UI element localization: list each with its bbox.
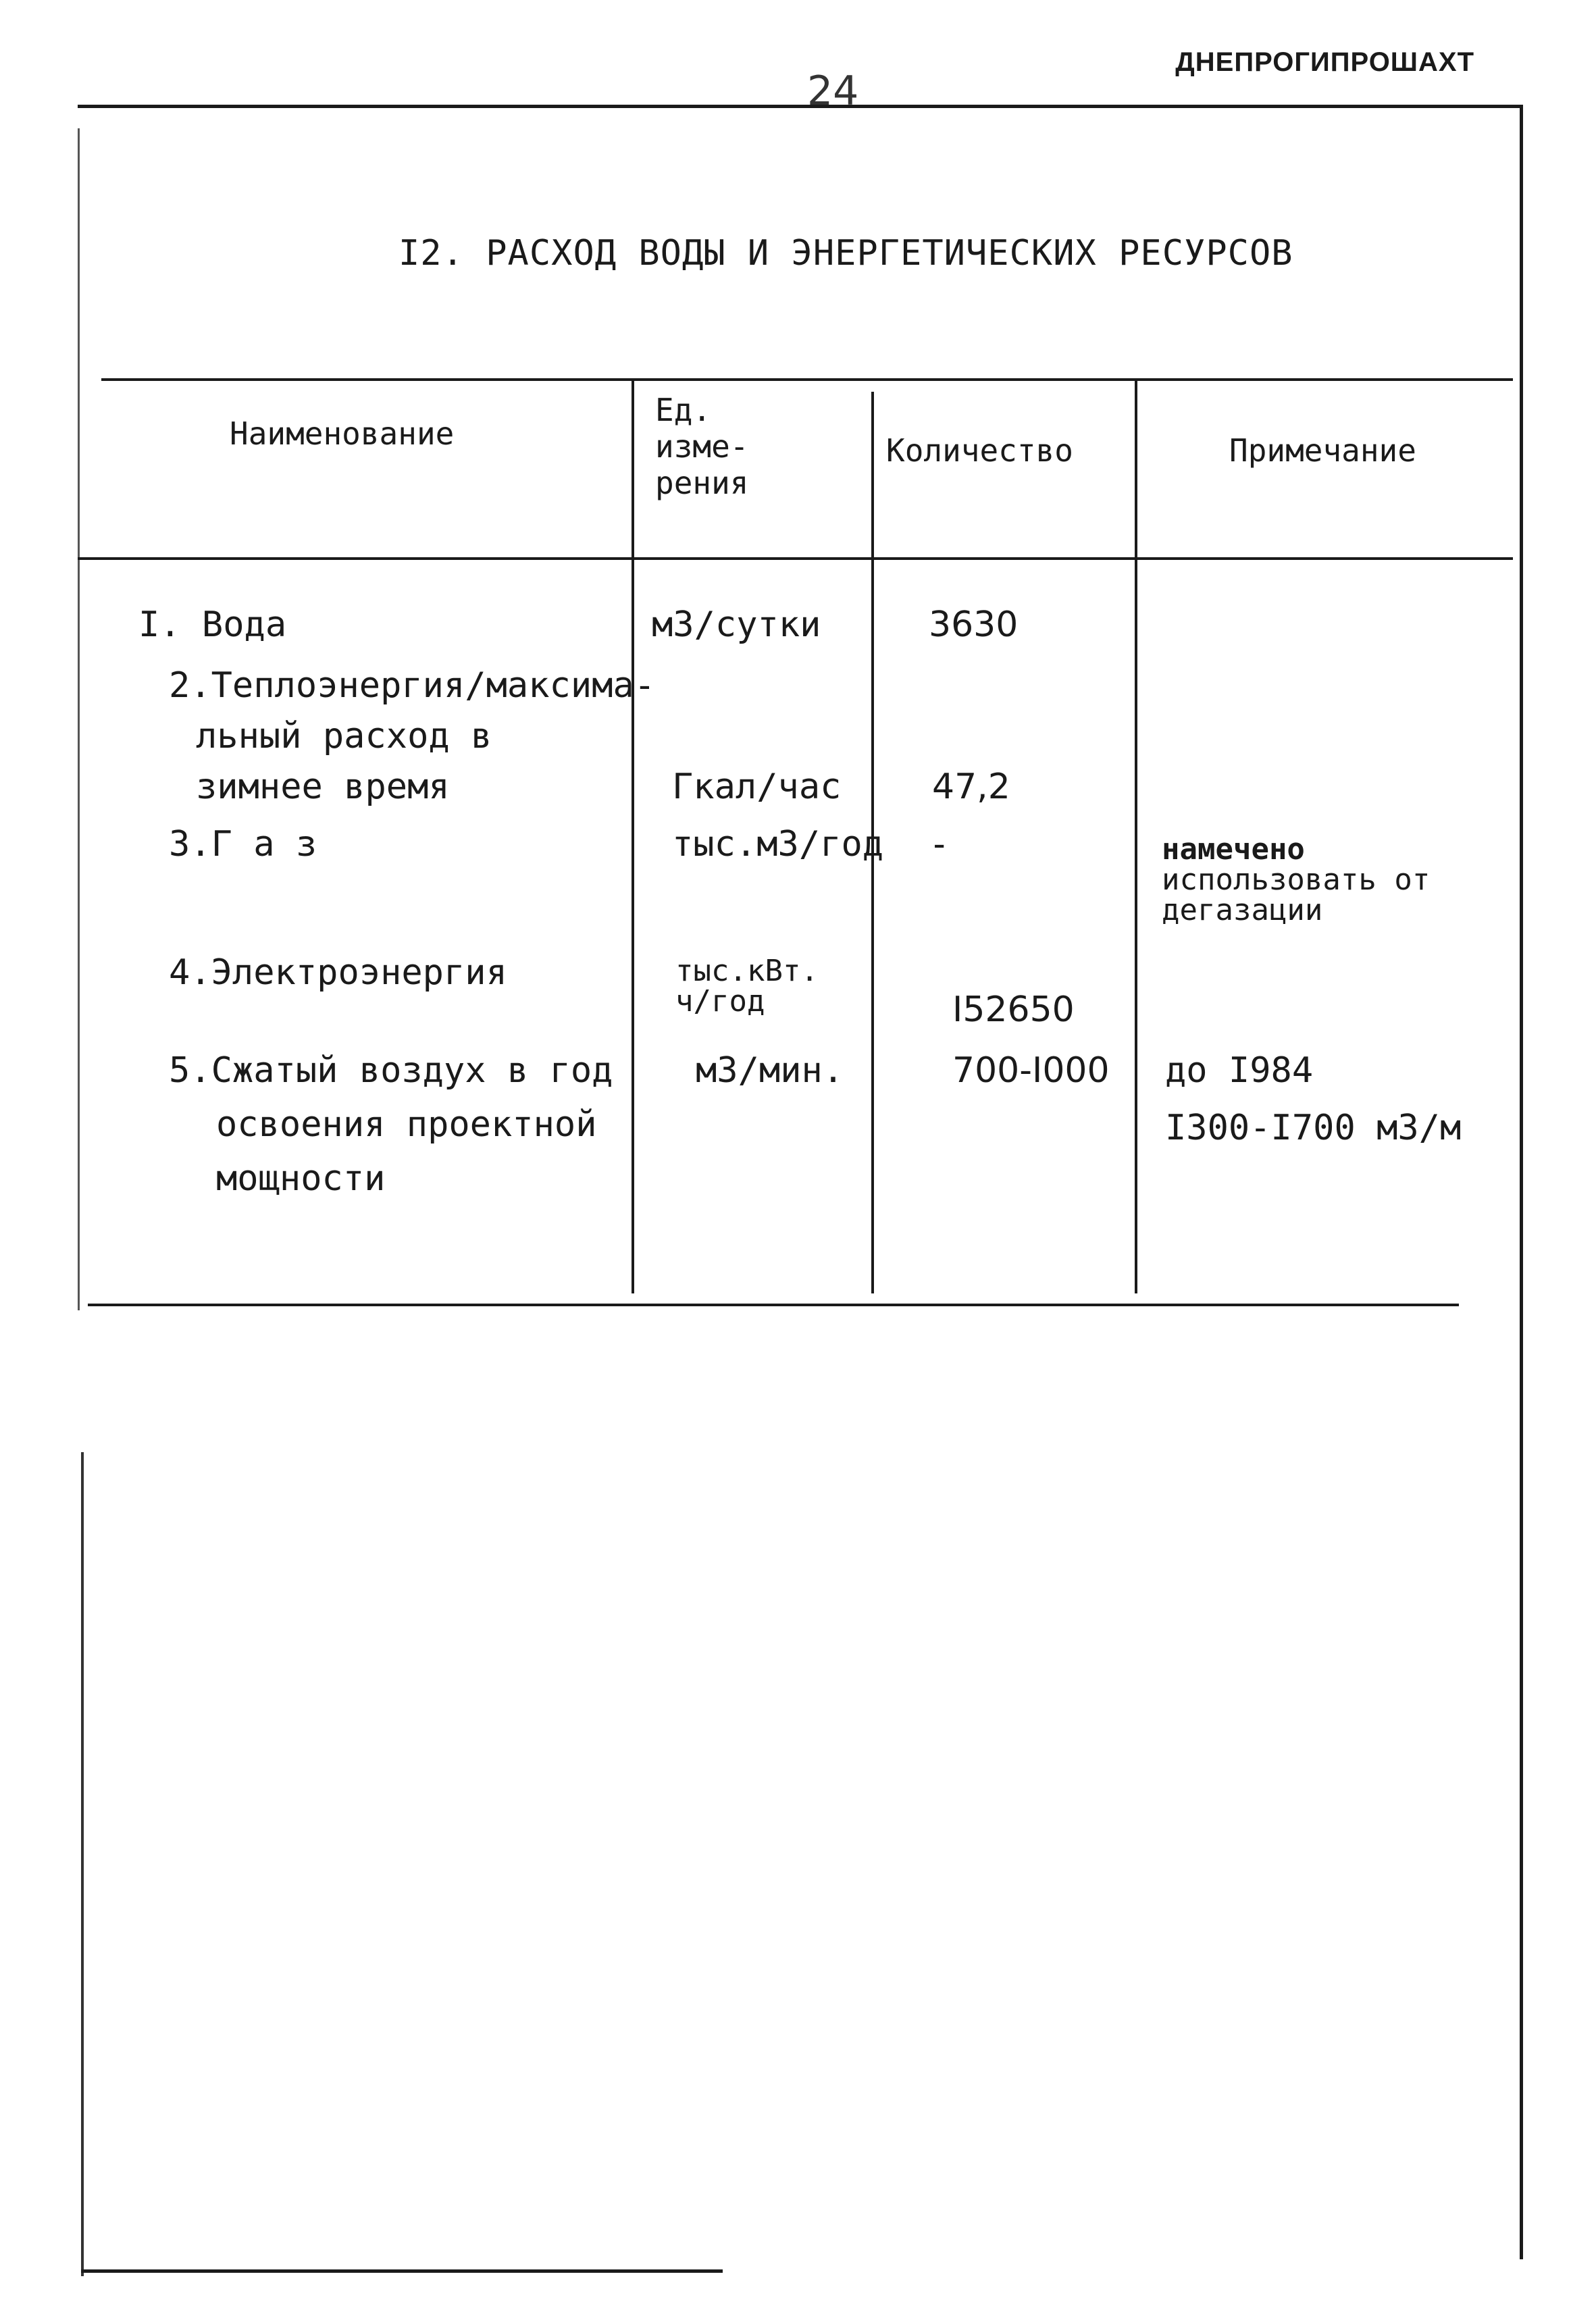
table-top-line (101, 378, 1513, 381)
row-2-unit: Гкал/час (672, 767, 842, 807)
organization-name: ДНЕПРОГИПРОШАХТ (1175, 47, 1474, 77)
row-1-unit: м3/сутки (652, 605, 821, 645)
row-3-quantity: - (929, 824, 950, 865)
row-1-quantity: 3630 (929, 605, 1019, 645)
column-header-unit-line1: Ед. (655, 392, 712, 428)
row-5-note-line1: до I984 (1165, 1050, 1314, 1091)
row-4-unit-line2: ч/год (675, 984, 765, 1019)
row-5-quantity: 700-I000 (952, 1050, 1110, 1091)
row-2-name-line2: льный расход в (196, 716, 492, 756)
row-3-unit: тыс.м3/год (672, 824, 884, 865)
column-divider-3 (1135, 378, 1137, 1293)
row-4-name: 4.Электроэнергия (169, 952, 507, 993)
table-header-bottom-line (78, 557, 1513, 560)
row-3-note-line3: дегазации (1162, 893, 1323, 927)
row-5-name-line2: освоения проектной (216, 1104, 597, 1145)
column-header-unit-line3: рения (655, 465, 749, 501)
column-header-note: Примечание (1229, 432, 1416, 469)
row-2-quantity: 47,2 (932, 767, 1010, 807)
row-5-note-line2: I300-I700 м3/м (1165, 1108, 1462, 1148)
frame-bottom-line (81, 2269, 723, 2273)
frame-left-line-lower (81, 1452, 84, 2276)
row-2-name-line1: 2.Теплоэнергия/максима- (169, 665, 656, 706)
row-5-unit: м3/мин. (696, 1050, 844, 1091)
row-3-note-line1: намечено (1162, 832, 1305, 867)
column-header-name: Наименование (230, 415, 455, 452)
column-header-quantity: Количество (886, 432, 1073, 469)
page-number: 24 (807, 68, 859, 115)
section-title: I2. РАСХОД ВОДЫ И ЭНЕРГЕТИЧЕСКИХ РЕСУРСОВ (398, 233, 1293, 274)
frame-top-line (78, 105, 1523, 108)
frame-right-line (1520, 105, 1523, 2259)
row-3-name: 3.Г а з (169, 824, 317, 865)
row-5-name-line3: мощности (216, 1158, 386, 1199)
column-divider-1 (632, 378, 634, 1293)
row-4-unit-line1: тыс.кВт. (675, 954, 819, 988)
row-2-name-line3: зимнее время (196, 767, 450, 807)
row-5-name-line1: 5.Сжатый воздух в год (169, 1050, 613, 1091)
row-3-note-line2: использовать от (1162, 863, 1431, 897)
table-bottom-line (88, 1304, 1459, 1306)
row-1-name: I. Вода (138, 605, 287, 645)
frame-left-line-upper (78, 128, 80, 1310)
column-header-unit (655, 392, 748, 501)
row-4-quantity: I52650 (952, 989, 1075, 1030)
column-header-unit-line2: изме- (655, 428, 749, 465)
